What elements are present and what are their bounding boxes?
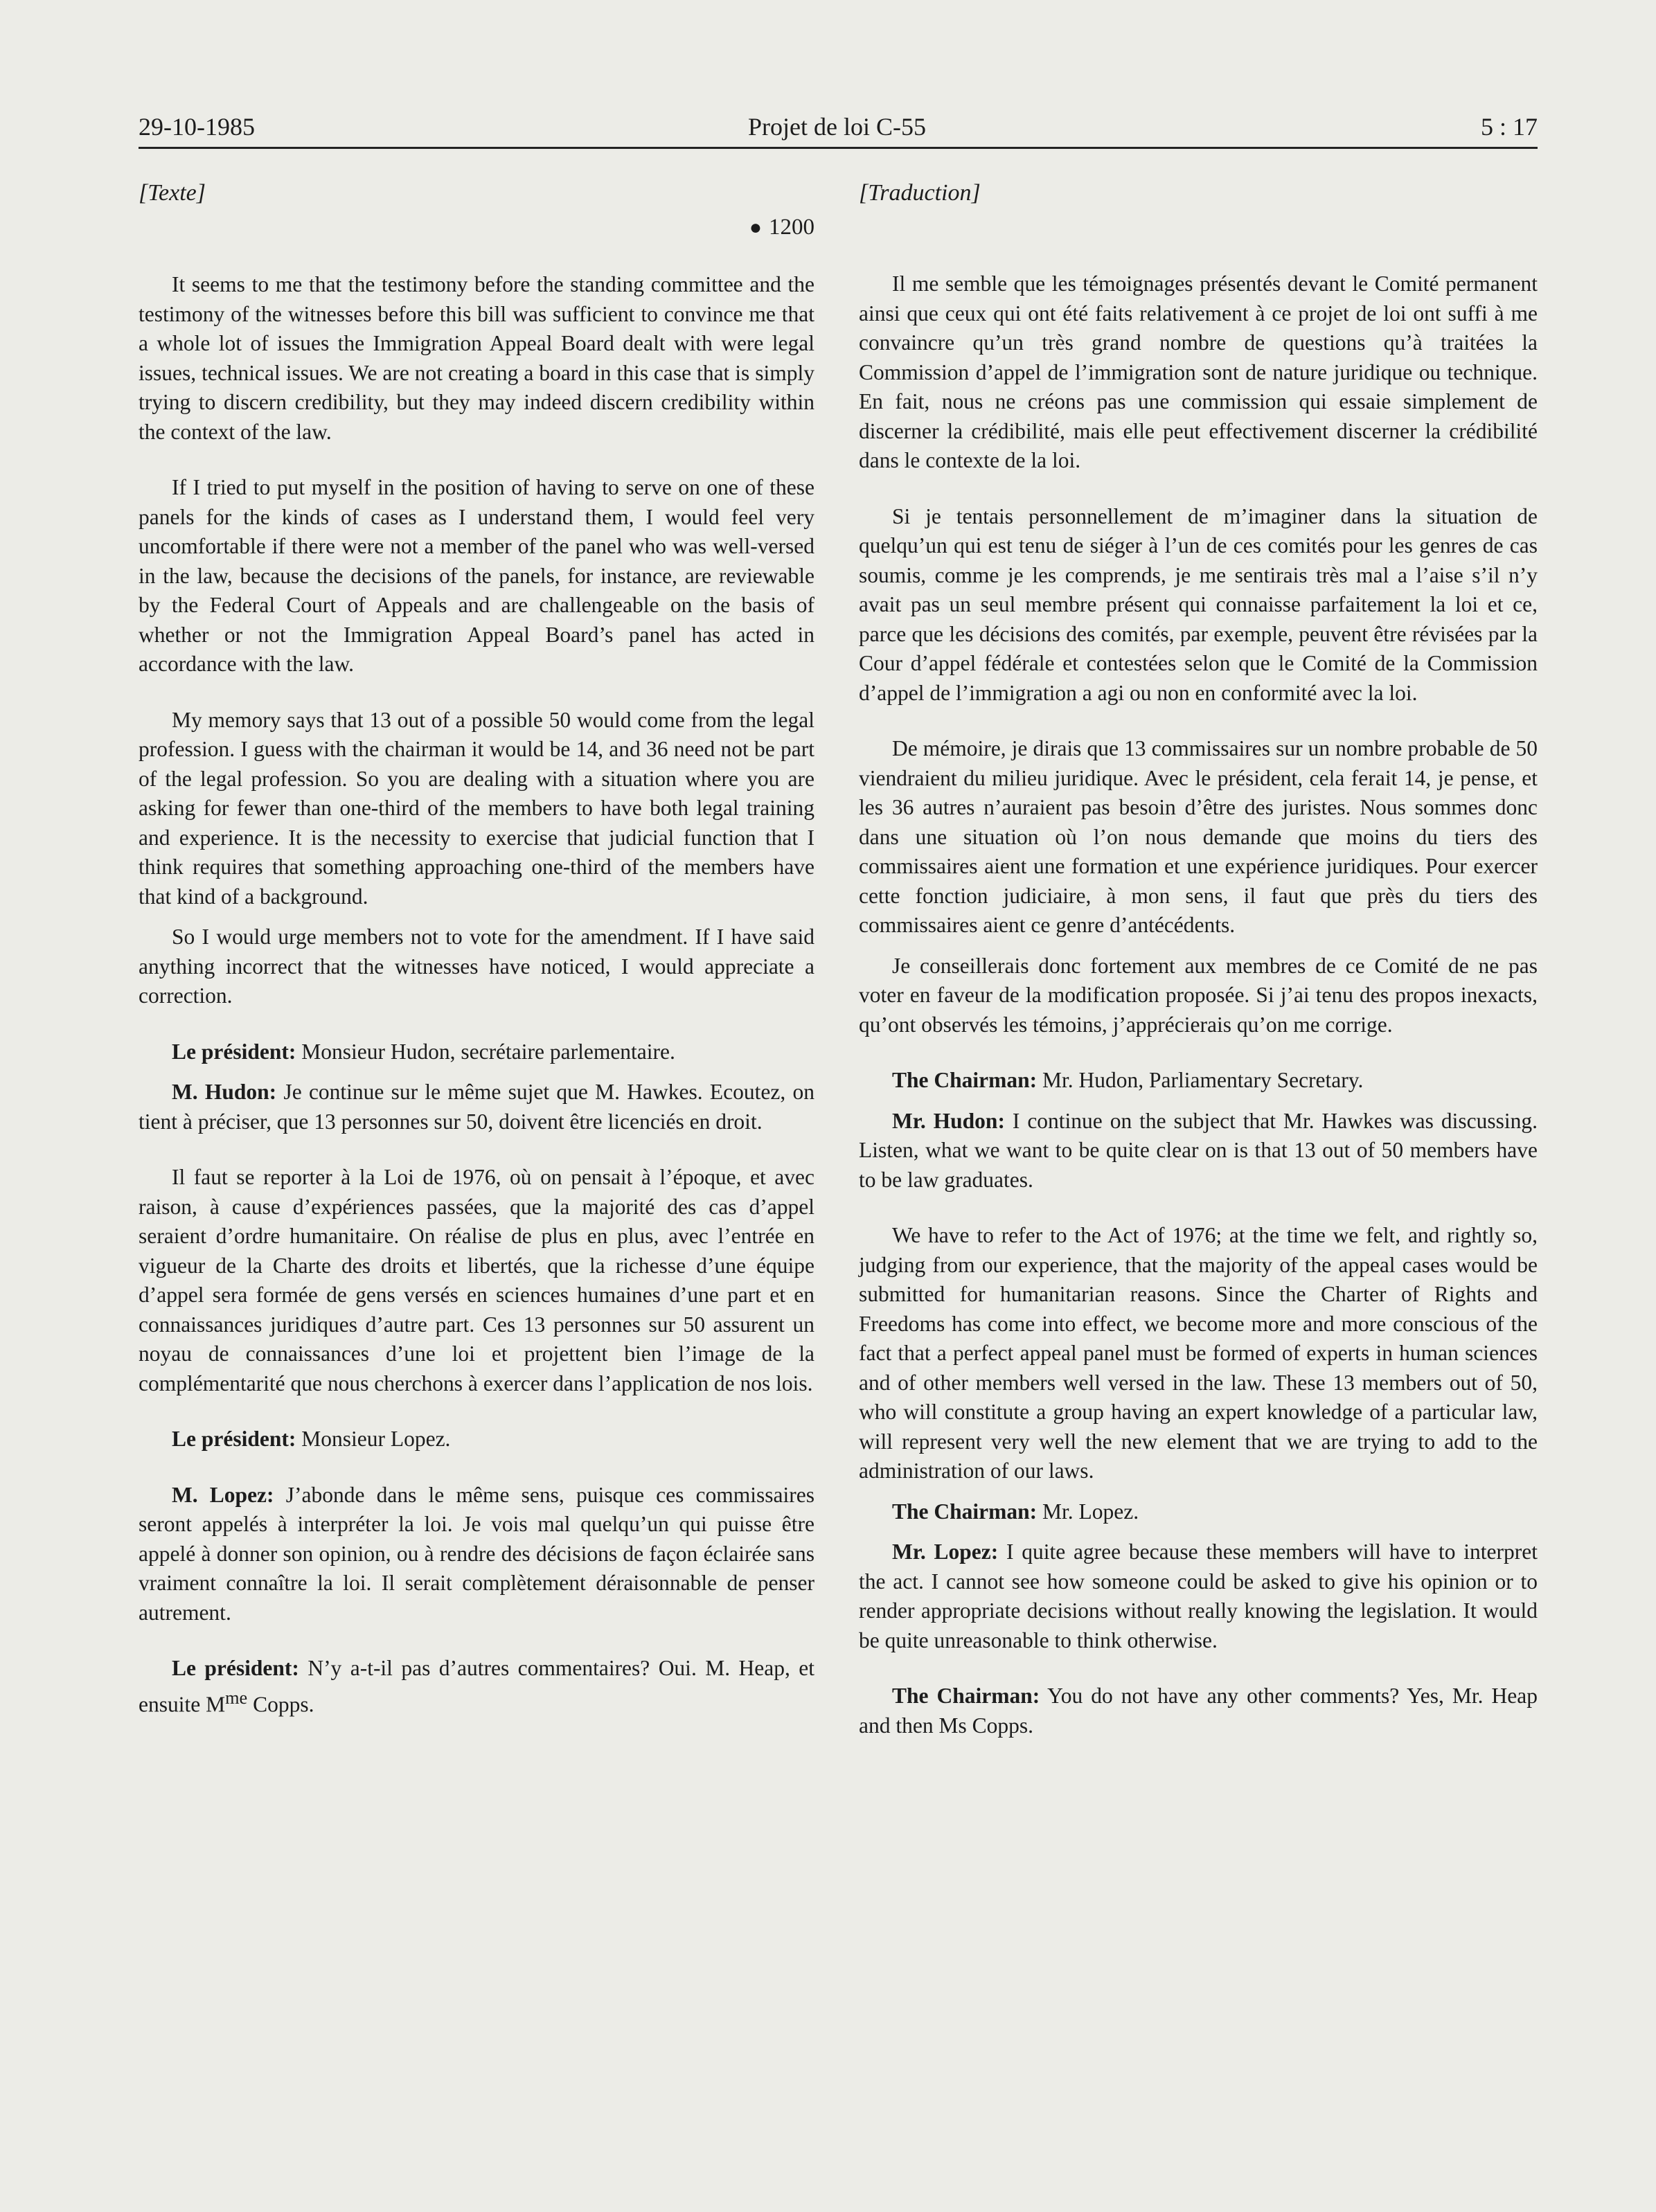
speech-entry — [139, 1425, 814, 1454]
time-marker — [139, 213, 814, 243]
speech-entry — [139, 1037, 814, 1067]
speech-text: Monsieur Hudon, secrétaire parlementaire. — [296, 1039, 675, 1064]
speaker-name: Mr. Hudon: — [892, 1108, 1005, 1133]
left-column — [139, 179, 814, 1746]
speech-text: You do not have any other comments? Yes, Mr. Heap and then Ms Copps. — [859, 1684, 1538, 1738]
speech-entry — [859, 1682, 1538, 1740]
speech-text: Monsieur Lopez. — [296, 1427, 451, 1451]
speech-text: Mr. Hudon, Parliamentary Secretary. — [1037, 1068, 1364, 1092]
page-header — [139, 109, 1538, 151]
paragraph: It seems to me that the testimony before the standing committee and the testimony of the witnesses before this bill was sufficient to convince me that a whole lot of issues the Immigration Appeal Board dealt with were legal issues, technical issues. We are not creating a board in this case that is simply trying to discern credibility, but they may indeed discern credibility within the context of the law. — [139, 272, 814, 444]
speech-text: Mr. Lopez. — [1037, 1499, 1139, 1524]
speech-entry — [859, 1497, 1538, 1527]
speech-text: J’abonde dans le même sens, puisque ces commissaires seront appelés à interpréter la loi. Je vois mal quelqu’un qui puisse être appelé à donner son opinion, ou à rendre des décisions de façon éclairée sans vraiment connaître la loi. Il serait complètement déraisonnable de penser autrement. — [139, 1482, 814, 1625]
speech-entry — [139, 1481, 814, 1628]
speaker-name: M. Hudon: — [172, 1080, 277, 1104]
time-value: 1200 — [769, 214, 814, 240]
text-tag: [Texte] — [139, 180, 206, 206]
header-rule — [139, 147, 1538, 149]
paragraph: Je conseillerais donc fortement aux membres de ce Comité de ne pas voter en faveur de la modification proposée. Si j’ai tenu des propos inexacts, qu’ont observés les témoins, j’apprécierais qu’on me corrige. — [859, 953, 1538, 1037]
header-page-number: 5 : 17 — [1480, 113, 1538, 141]
speech-entry — [139, 1654, 814, 1720]
paragraph: De mémoire, je dirais que 13 commissaires sur un nombre probable de 50 viendraient du milieu juridique. Avec le président, cela ferait 14, je pense, et les 36 autres n’auraient pas besoin d’être des juristes. Nous sommes donc dans une situation où l’on nous demande que moins du tiers des commissaires aient une formation et une expérience juridiques. Pour exercer cette fonction judiciaire, à mon sens, il faut que près du tiers des commissaires aient ce genre d’antécédents. — [859, 736, 1538, 937]
speaker-name: The Chairman: — [892, 1684, 1040, 1708]
paragraph: We have to refer to the Act of 1976; at the time we felt, and rightly so, judging from our experience, that the majority of the appeal cases would be submitted for humanitarian reasons. Since the Charter of Rights and Freedoms has come into effect, we become more and more conscious of the fact that a perfect appeal panel must be formed of experts in human sciences and of other members well versed in the law. These 13 members out of 50, who will constitute a group having an expert knowledge of a particular law, will represent very well the new element that we are trying to add to the administration of our laws. — [859, 1223, 1538, 1483]
paragraph: So I would urge members not to vote for the amendment. If I have said anything incorrect that the witnesses have noticed, I would appreciate a correction. — [139, 925, 814, 1008]
speech-text-end: Copps. — [247, 1692, 314, 1716]
translation-tag: [Traduction] — [859, 180, 981, 206]
speech-entry — [139, 1078, 814, 1136]
speaker-name: Le président: — [172, 1427, 296, 1451]
speech-entry — [859, 1066, 1538, 1096]
speaker-name: The Chairman: — [892, 1068, 1038, 1092]
speaker-name: The Chairman: — [892, 1499, 1038, 1524]
speech-text: Je continue sur le même sujet que M. Hawkes. Ecoutez, on tient à préciser, que 13 personnes sur 50, doivent être licenciés en droit. — [139, 1080, 814, 1134]
paragraph: Il faut se reporter à la Loi de 1976, où on pensait à l’époque, et avec raison, à cause d’expériences passées, que la majorité des cas d’appel seraient d’ordre humanitaire. On réalise de plus en plus, avec l’entrée en vigueur de la Charte des droits et libertés, que la richesse d’une équipe d’appel sera formée de gens versés en sciences humaines d’une part et en connaissances juridiques d’autre part. Ces 13 personnes sur 50 assurent un noyau de connaissances d’une loi et projettent bien l’image de la complémentarité que nous cherchons à exercer dans l’application de nos lois. — [139, 1165, 814, 1395]
speaker-name: Le président: — [172, 1039, 296, 1064]
paragraph: Si je tentais personnellement de m’imaginer dans la situation de quelqu’un qui est tenu de siéger à l’un de ces comités pour les genres de cas soumis, comme je les comprends, je me sentirais très mal a l’aise s’il n’y avait pas un seul membre présent qui connaisse parfaitement la loi et ce, parce que les décisions des comités, par exemple, peuvent être révisées par la Cour d’appel fédérale et contestées selon que le Comité de la Commission d’appel de l’immigration a agi ou non en conformité avec la loi. — [859, 503, 1538, 705]
speaker-name: Le président: — [172, 1656, 299, 1680]
header-date: 29-10-1985 — [139, 113, 255, 141]
paragraph: My memory says that 13 out of a possible 50 would come from the legal profession. I guess with the chairman it would be 14, and 36 need not be part of the legal profession. So you are dealing with a situation where you are asking for fewer than one-third of the members to have both legal training and experience. It is the necessity to exercise that judicial function that I think requires that something approaching one-third of the members have that kind of a background. — [139, 707, 814, 909]
speaker-name: M. Lopez: — [172, 1482, 274, 1507]
header-bill-title: Projet de loi C-55 — [748, 113, 926, 141]
superscript: me — [225, 1687, 248, 1708]
paragraph: If I tried to put myself in the position of having to serve on one of these panels for the kinds of cases as I understand them, I would feel very uncomfortable if there were not a member of the panel who was well-versed in the law, because the decisions of the panels, for instance, are reviewable by the Federal Court of Appeals and are challengeable on the basis of whether or not the Immigration Appeal Board’s panel has acted in accordance with the law. — [139, 475, 814, 676]
speech-entry — [859, 1107, 1538, 1195]
bullet-icon: ● — [749, 215, 762, 239]
speech-entry — [859, 1537, 1538, 1655]
paragraph: Il me semble que les témoignages présentés devant le Comité permanent ainsi que ceux qui ont été faits relativement à ce projet de loi ont suffi à me convaincre qu’un très grand nombre de questions qu’à traitées la Commission d’appel de l’immigration sont de nature juridique ou technique. En fait, nous ne créons pas une commission qui essaie simplement de discerner la crédibilité, mais elle peut effectivement discerner la crédibilité dans le contexte de la loi. — [859, 271, 1538, 472]
speech-text: I quite agree because these members will have to interpret the act. I cannot see how someone could be asked to give his opinion or to render appropriate decisions without really knowing the legislation. It would be quite unreasonable to think otherwise. — [859, 1540, 1538, 1652]
speech-text: I continue on the subject that Mr. Hawkes was discussing. Listen, what we want to be quite clear on is that 13 out of 50 members have to be law graduates. — [859, 1108, 1538, 1192]
right-column — [859, 179, 1538, 1767]
speaker-name: Mr. Lopez: — [892, 1540, 999, 1564]
speech-text: N’y a-t-il pas d’autres commentaires? Oui. M. Heap, et ensuite M — [139, 1656, 815, 1716]
